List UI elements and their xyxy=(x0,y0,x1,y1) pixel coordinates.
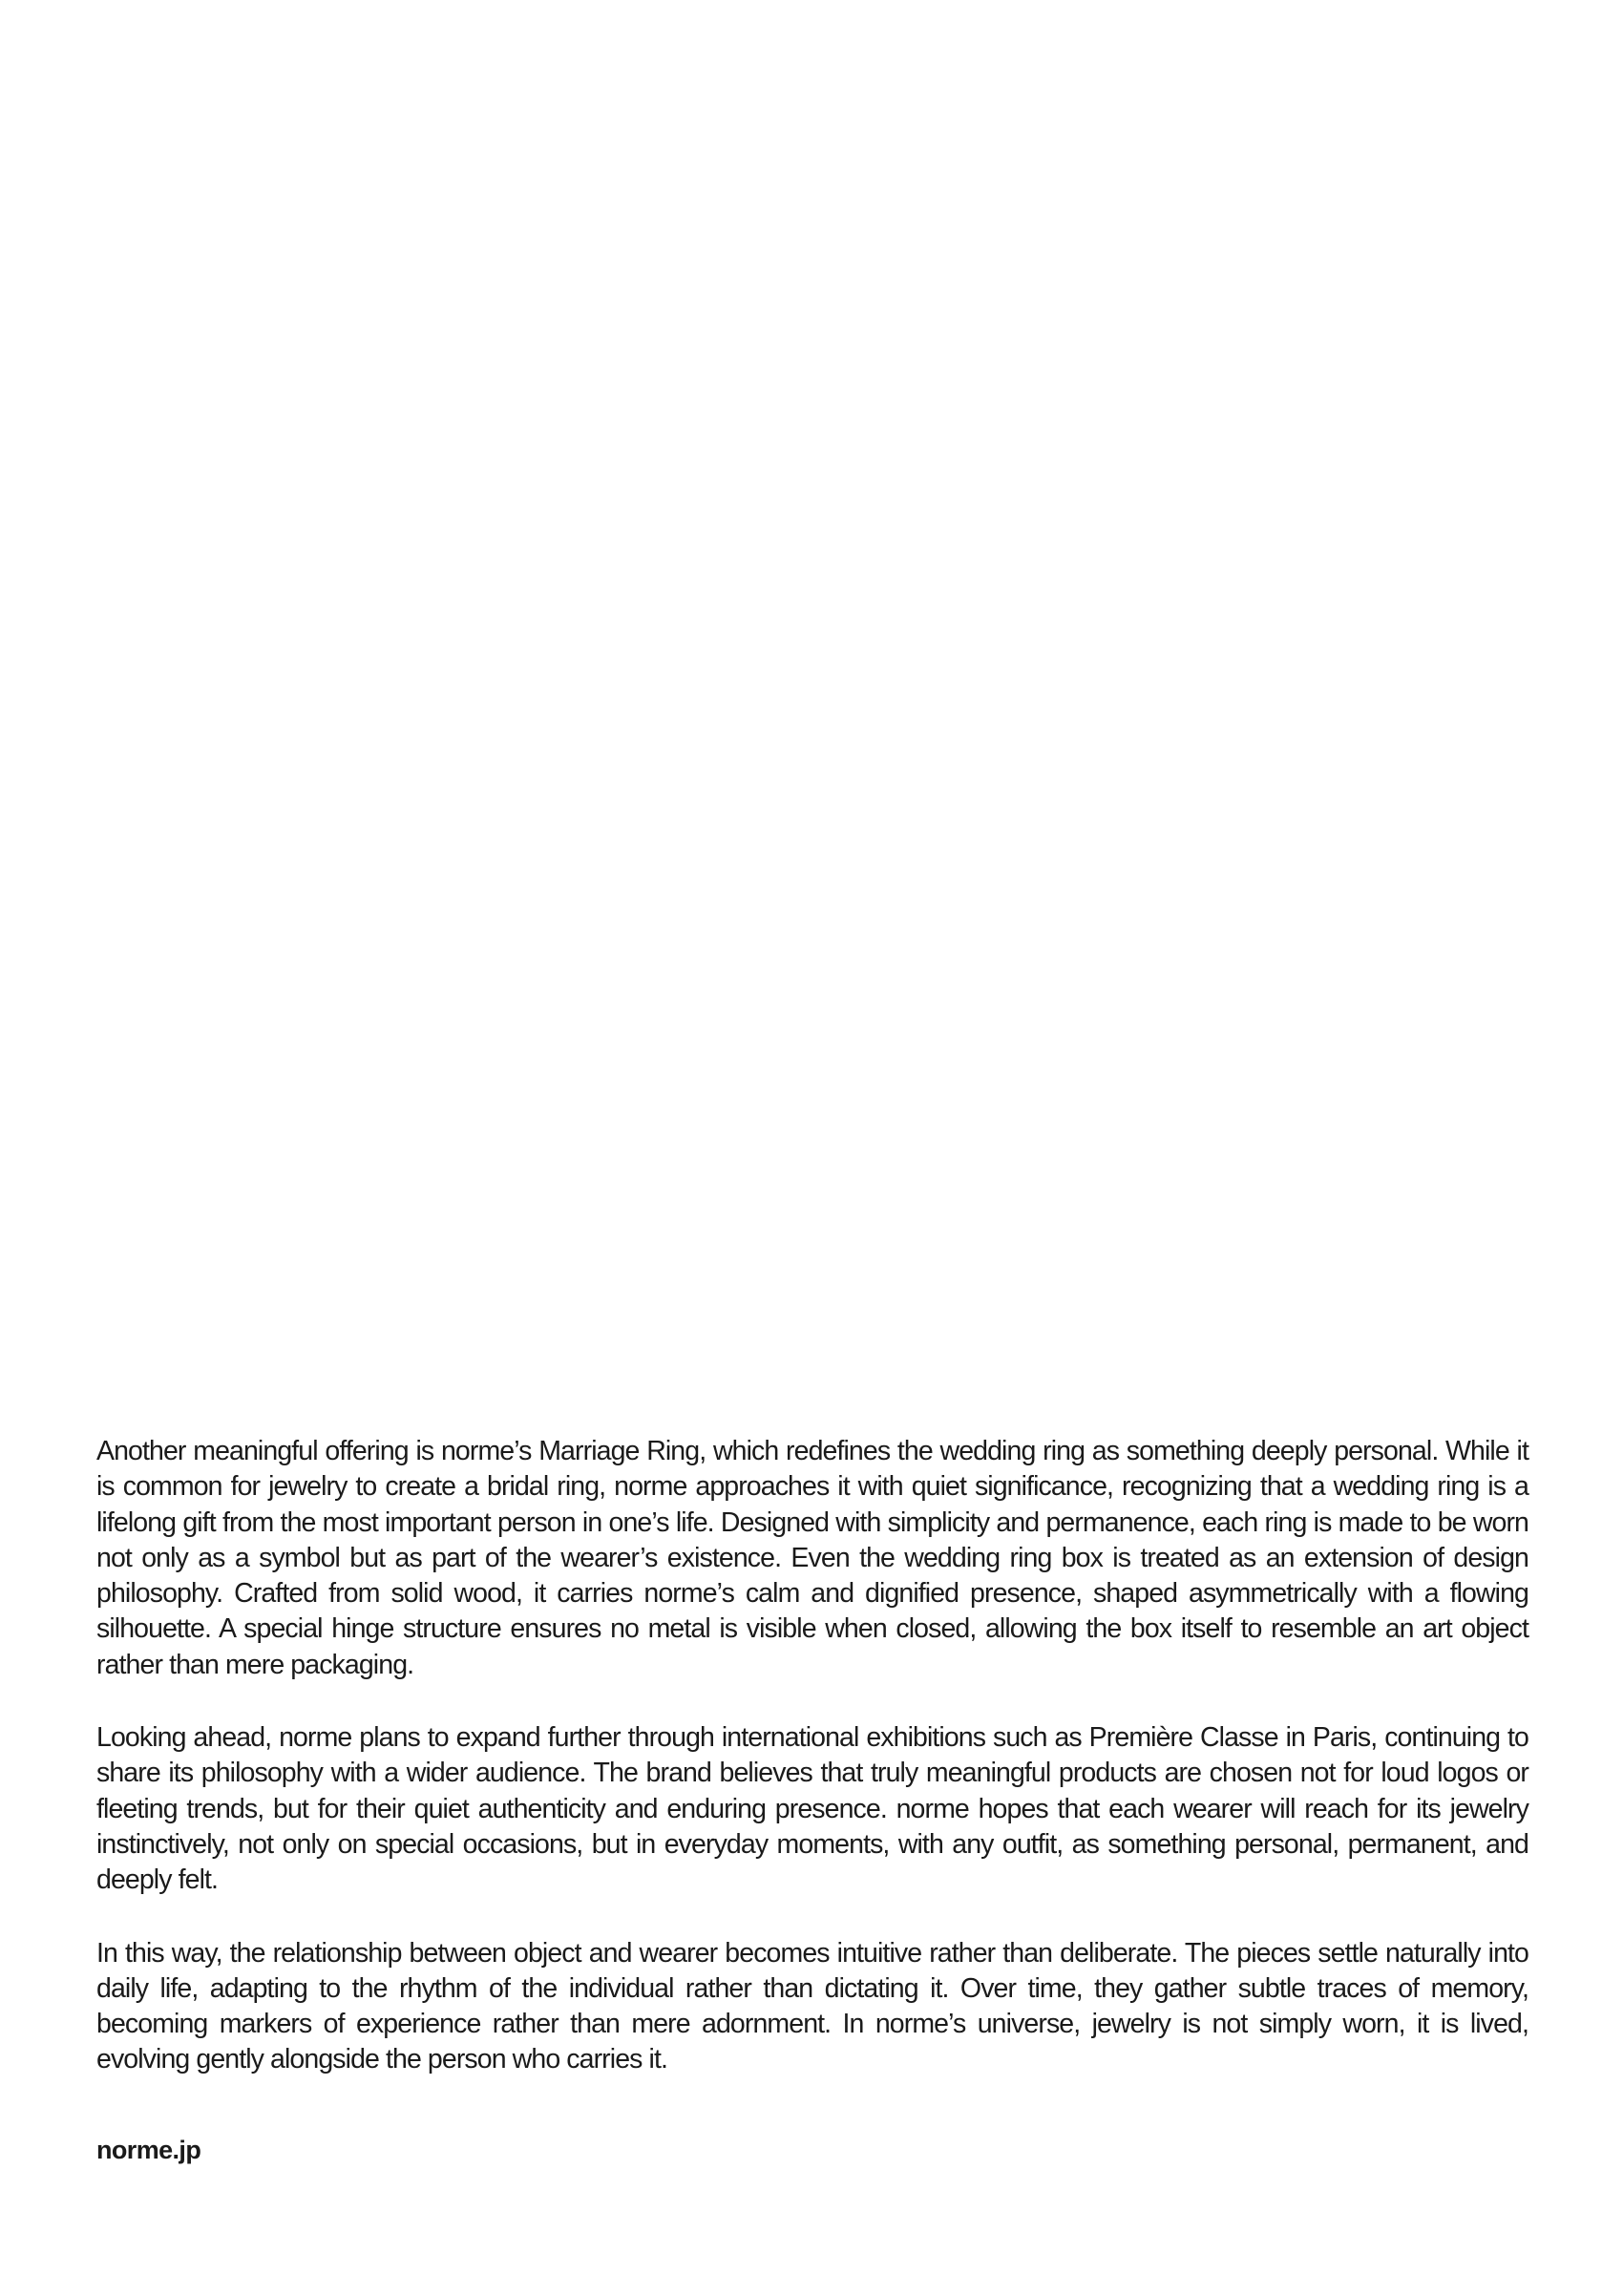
paragraph-relationship: In this way, the relationship between object and wearer becomes intuitive rather than deliberate. The pieces settle naturally into daily life, adapting to the rhythm of the individual rather than dictating it. Over time, they gather subtle traces of memory, becoming markers of experience rather than mere adornment. In norme’s universe, jewelry is not simply worn, it is lived, evolving gently alongside the person who carries it. xyxy=(96,1937,1528,2075)
paragraph-marriage-ring: Another meaningful offering is norme’s Marriage Ring, which redefines the wedding ring as something deeply personal. While it is common for jewelry to create a bridal ring, norme approaches it with quiet significance, recognizing that a wedding ring is a lifelong gift from the most important person in one’s life. Designed with simplicity and permanence, each ring is made to be worn not only as a symbol but as part of the wearer’s existence. Even the wedding ring box is treated as an extension of design philosophy. Crafted from solid wood, it carries norme’s calm and dignified presence, shaped asymmetrically with a flowing silhouette. A special hinge structure ensures no metal is visible when closed, allowing the box itself to resemble an art object rather than mere packaging. xyxy=(96,1436,1528,1680)
paragraph-looking-ahead: Looking ahead, norme plans to expand further through international exhibitions such as Première Classe in Paris, continuing to share its philosophy with a wider audience. The brand believes that truly meaningful products are chosen not for loud logos or fleeting trends, but for their quiet authenticity and enduring presence. norme hopes that each wearer will reach for its jewelry instinctively, not only on special occasions, but in everyday moments, with any outfit, as something personal, permanent, and deeply felt. xyxy=(96,1722,1528,1896)
website-link[interactable]: norme.jp xyxy=(96,2136,201,2164)
article-body xyxy=(96,1434,1528,2116)
